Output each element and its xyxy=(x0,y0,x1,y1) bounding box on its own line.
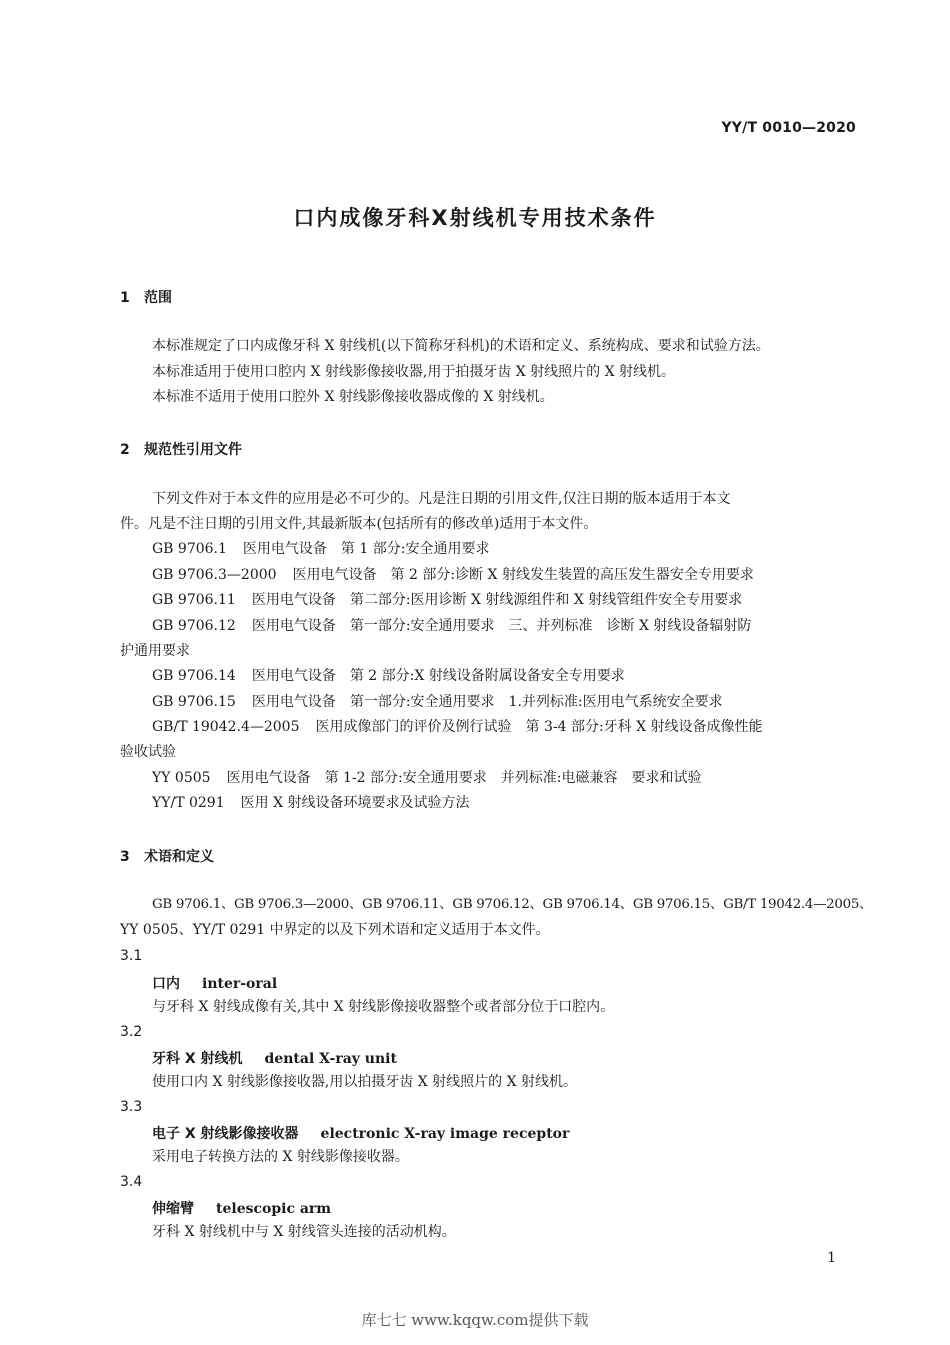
reference-item xyxy=(152,793,470,813)
reference-code: GB 9706.1 xyxy=(152,541,227,557)
term-name xyxy=(152,1048,397,1068)
term-name xyxy=(152,1123,569,1143)
reference-item xyxy=(152,590,742,610)
reference-continuation: 验收试验 xyxy=(120,744,176,760)
reference-code: GB 9706.3—2000 xyxy=(152,567,277,583)
reference-item xyxy=(152,539,489,559)
reference-title: 医用电气设备 第一部分:安全通用要求 三、并列标准 诊断 X 射线设备辐射防 xyxy=(251,618,752,634)
page-number: 1 xyxy=(827,1250,836,1266)
reference-item xyxy=(152,616,751,636)
reference-code: YY 0505 xyxy=(152,770,211,786)
reference-code: GB/T 19042.4—2005 xyxy=(152,719,300,735)
paragraph: 本标准适用于使用口腔内 X 射线影像接收器,用于拍摄牙齿 X 射线照片的 X 射线机。 xyxy=(152,364,676,380)
paragraph: 本标准不适用于使用口腔外 X 射线影像接收器成像的 X 射线机。 xyxy=(152,389,554,405)
reference-title: 医用电气设备 第 2 部分:X 射线设备附属设备安全专用要求 xyxy=(251,668,625,684)
term-definition: 牙科 X 射线机中与 X 射线管头连接的活动机构。 xyxy=(152,1224,456,1240)
section-title: 范围 xyxy=(144,290,172,306)
standard-id: YY/T 0010—2020 xyxy=(721,120,856,136)
term-zh: 口内 xyxy=(152,976,180,992)
paragraph: GB 9706.1、GB 9706.3—2000、GB 9706.11、GB 9706.12、GB 9706.14、GB 9706.15、GB/T 19042.4—2005、 xyxy=(152,897,873,912)
term-number: 3.1 xyxy=(120,948,143,964)
reference-title: 医用成像部门的评价及例行试验 第 3-4 部分:牙科 X 射线设备成像性能 xyxy=(315,719,763,735)
term-name xyxy=(152,1198,331,1218)
section-title: 规范性引用文件 xyxy=(144,442,242,458)
term-en: inter-oral xyxy=(202,976,278,992)
paragraph: 本标准规定了口内成像牙科 X 射线机(以下简称牙科机)的术语和定义、系统构成、要求和试验方法。 xyxy=(152,338,770,354)
term-number: 3.4 xyxy=(120,1174,143,1190)
reference-title: 医用 X 射线设备环境要求及试验方法 xyxy=(240,795,470,811)
section-title: 术语和定义 xyxy=(144,849,214,865)
reference-item xyxy=(152,717,763,737)
term-number: 3.2 xyxy=(120,1024,143,1040)
term-en: telescopic arm xyxy=(216,1201,332,1217)
reference-item xyxy=(152,565,754,585)
term-definition: 采用电子转换方法的 X 射线影像接收器。 xyxy=(152,1149,409,1165)
term-zh: 电子 X 射线影像接收器 xyxy=(152,1126,299,1142)
paragraph: 件。凡是不注日期的引用文件,其最新版本(包括所有的修改单)适用于本文件。 xyxy=(120,516,598,532)
reference-continuation: 护通用要求 xyxy=(120,643,190,659)
reference-code: GB 9706.11 xyxy=(152,592,236,608)
term-definition: 与牙科 X 射线成像有关,其中 X 射线影像接收器整个或者部分位于口腔内。 xyxy=(152,999,615,1015)
reference-title: 医用电气设备 第二部分:医用诊断 X 射线源组件和 X 射线管组件安全专用要求 xyxy=(251,592,743,608)
term-en: dental X-ray unit xyxy=(264,1051,397,1067)
reference-title: 医用电气设备 第 1-2 部分:安全通用要求 并列标准:电磁兼容 要求和试验 xyxy=(226,770,702,786)
section-1-heading xyxy=(120,287,172,307)
download-footer: 库七七 www.kqqw.com提供下载 xyxy=(361,1311,589,1329)
reference-title: 医用电气设备 第一部分:安全通用要求 1.并列标准:医用电气系统安全要求 xyxy=(251,694,723,710)
reference-item xyxy=(152,692,723,712)
term-zh: 伸缩臂 xyxy=(152,1201,194,1217)
section-number: 2 xyxy=(120,442,130,458)
reference-code: GB 9706.12 xyxy=(152,618,236,634)
term-en: electronic X-ray image receptor xyxy=(320,1126,570,1142)
reference-code: GB 9706.14 xyxy=(152,668,236,684)
section-3-heading xyxy=(120,846,214,866)
reference-code: YY/T 0291 xyxy=(152,795,225,811)
reference-item xyxy=(152,666,625,686)
term-definition: 使用口内 X 射线影像接收器,用以拍摄牙齿 X 射线照片的 X 射线机。 xyxy=(152,1074,578,1090)
term-zh: 牙科 X 射线机 xyxy=(152,1051,243,1067)
reference-title: 医用电气设备 第 2 部分:诊断 X 射线发生装置的高压发生器安全专用要求 xyxy=(292,567,754,583)
document-title: 口内成像牙科X射线机专用技术条件 xyxy=(293,206,657,230)
paragraph: YY 0505、YY/T 0291 中界定的以及下列术语和定义适用于本文件。 xyxy=(120,922,550,938)
section-number: 3 xyxy=(120,849,130,865)
paragraph: 下列文件对于本文件的应用是必不可少的。凡是注日期的引用文件,仅注日期的版本适用于本文 xyxy=(152,491,731,507)
term-name xyxy=(152,973,277,993)
section-number: 1 xyxy=(120,290,130,306)
reference-title: 医用电气设备 第 1 部分:安全通用要求 xyxy=(242,541,490,557)
section-2-heading xyxy=(120,439,242,459)
reference-item xyxy=(152,768,701,788)
reference-code: GB 9706.15 xyxy=(152,694,236,710)
term-number: 3.3 xyxy=(120,1099,143,1115)
